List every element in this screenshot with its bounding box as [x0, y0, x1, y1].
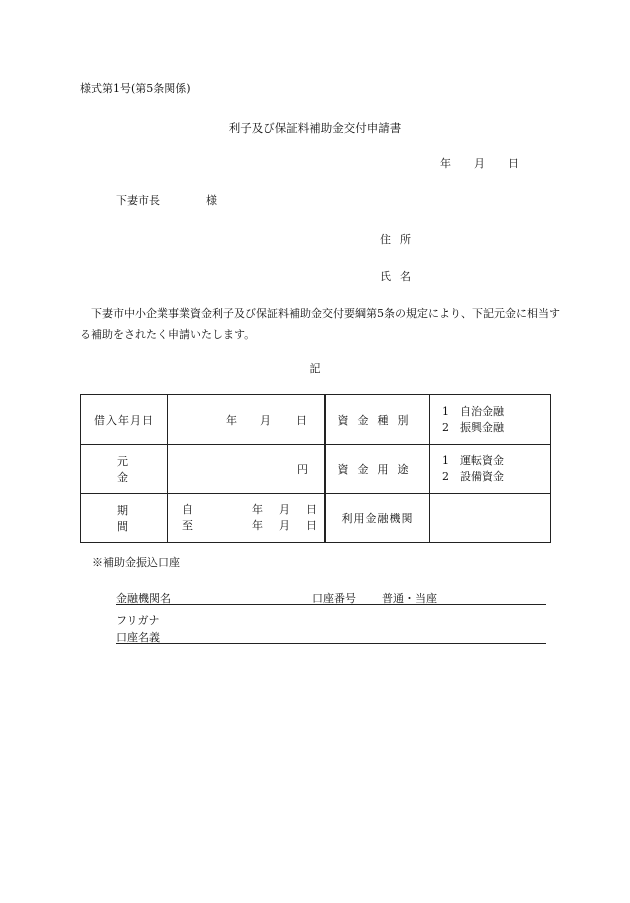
borrow-year: 年: [226, 413, 237, 427]
body-paragraph: 下妻市中小企業事業資金利子及び保証料補助金交付要綱第5条の規定により、下記元金に相当する補助をされたく申請いたします。: [80, 307, 560, 341]
fund-use-option-1[interactable]: 1 運転資金: [442, 454, 504, 467]
furigana-label: フリガナ: [116, 614, 160, 627]
account-holder-label: 口座名義: [116, 631, 160, 644]
institution-cell[interactable]: [430, 494, 551, 542]
account-number-label: 口座番号: [312, 592, 356, 605]
principal-unit: 円: [297, 463, 308, 476]
borrow-day: 日: [296, 413, 307, 427]
period-from-row: [182, 502, 324, 518]
addressee: [116, 192, 217, 208]
institution-label: 利用金融機関: [341, 512, 414, 525]
period-from-year: 年: [252, 503, 263, 516]
period-to-month: 月: [279, 519, 290, 532]
bank-account-note: ※補助金振込口座: [92, 556, 180, 569]
applicant-address-label: 住所: [380, 233, 420, 246]
fund-type-option-2[interactable]: 2 振興金融: [442, 420, 504, 434]
fund-use-label: 資金用途: [337, 463, 418, 476]
period-from-month: 月: [279, 503, 290, 516]
date-month: 月: [474, 157, 485, 170]
application-table: [80, 394, 551, 543]
fund-type-options: [430, 395, 551, 444]
account-holder-row[interactable]: [116, 629, 546, 644]
principal-amount-cell[interactable]: [168, 445, 324, 493]
period-cell[interactable]: [168, 494, 324, 542]
borrow-date-fields: [226, 412, 307, 428]
application-body-text: [80, 303, 560, 345]
period-fields: [168, 502, 324, 534]
period-to-row: [182, 518, 324, 534]
date-year: 年: [440, 157, 451, 170]
document-title: 利子及び保証料補助金交付申請書: [228, 121, 402, 135]
period-to-year: 年: [252, 519, 263, 532]
fund-use-option-2[interactable]: 2 設備資金: [442, 470, 504, 483]
bank-institution-name-label: 金融機関名: [116, 592, 171, 605]
fund-use-options: [430, 445, 551, 493]
period-from-tag: 自: [182, 503, 193, 516]
account-type: 普通・当座: [382, 592, 437, 605]
applicant-name-label: 氏名: [380, 270, 420, 283]
bank-institution-row[interactable]: [116, 590, 546, 605]
period-to-day: 日: [306, 519, 317, 532]
period-label: 期間: [117, 504, 164, 533]
addressee-honorific: 様: [206, 194, 217, 207]
application-date: [440, 155, 525, 171]
principal-label: 元金: [117, 455, 164, 484]
record-label: 記: [309, 362, 321, 375]
borrow-month: 月: [260, 413, 271, 427]
fund-type-label: 資金種別: [337, 413, 418, 427]
borrow-date-label: 借入年月日: [94, 413, 154, 427]
period-from-day: 日: [306, 503, 317, 516]
addressee-mayor: 下妻市長: [116, 194, 160, 207]
period-to-tag: 至: [182, 519, 193, 532]
date-day: 日: [508, 157, 519, 170]
fund-type-option-1[interactable]: 1 自治金融: [442, 404, 504, 418]
borrow-date-cell[interactable]: [168, 395, 324, 444]
form-number: 様式第1号(第5条関係): [80, 82, 191, 95]
